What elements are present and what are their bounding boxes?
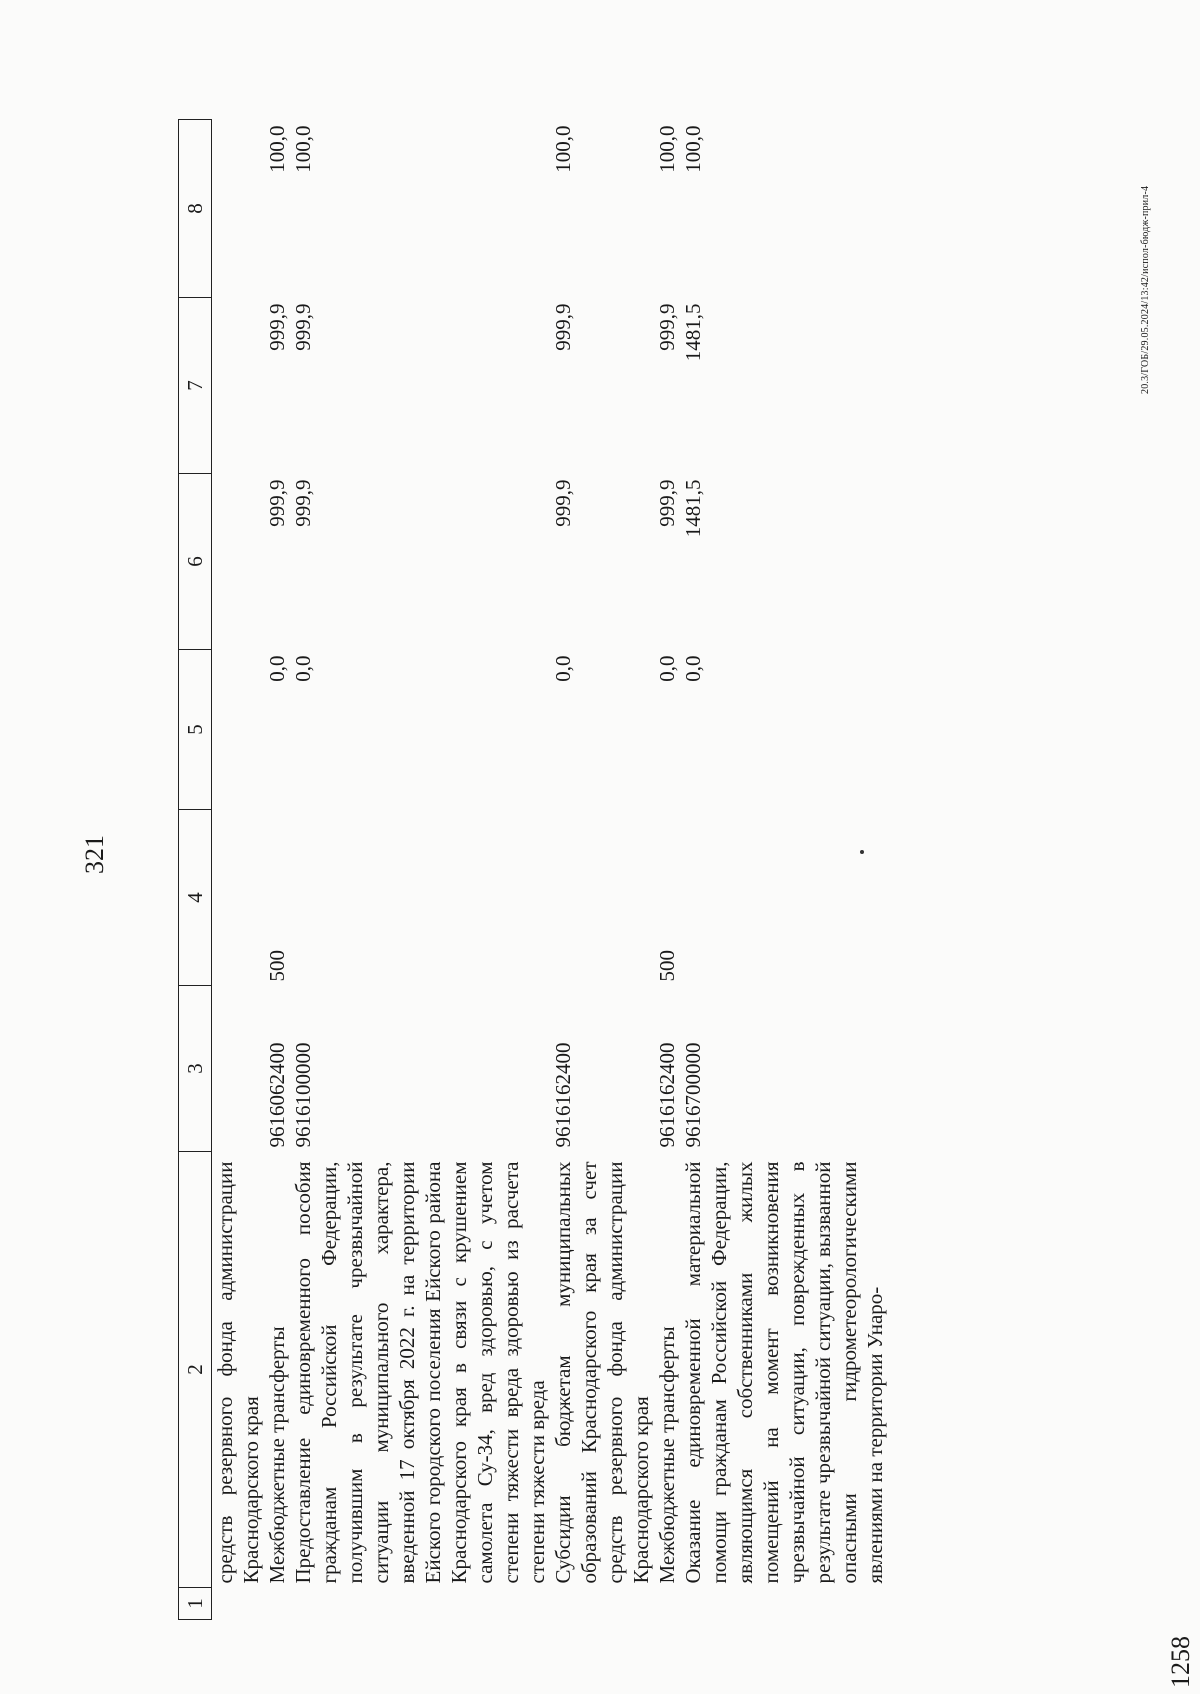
cell-description: Субсидии бюджетам муниципальных образований Краснодарского края за счет средств резервного фонда администрации Краснодарского края: [551, 1161, 653, 1584]
cell-type: [550, 810, 654, 986]
cell-description: Предоставление единовременного пособия гражданам Российской Федерации, получившим в результате чрезвычайной ситуации муниципального характера, введенной 17 октября 2022 г. на территории Ейского городского поселения Ейского района Краснодарского края в связи с крушением самолета Су-34, вред здоровью, с учетом степени тяжести вреда здоровью из расчета степени тяжести вреда: [291, 1161, 549, 1584]
cell-c5: 0,0: [551, 655, 575, 682]
page-number: 321: [80, 835, 109, 874]
column-header-3: 3: [179, 986, 212, 1152]
column-header-4: 4: [179, 810, 212, 986]
cell-type: 500: [655, 950, 679, 982]
scan-speck: [860, 850, 864, 854]
cell-type: [290, 810, 550, 986]
cell-c5: 0,0: [291, 655, 315, 682]
cell-description: Межбюджетные трансферты: [655, 1326, 679, 1584]
cell-c7: 999,9: [265, 303, 289, 351]
cell-c8: [212, 120, 265, 298]
cell-description: Межбюджетные трансферты: [265, 1326, 289, 1584]
cell-type: 500: [265, 950, 289, 982]
cell-c5: 0,0: [655, 655, 679, 682]
cell-c8: 100,0: [681, 125, 705, 173]
cell-code: 9616100000: [291, 1042, 315, 1148]
cell-c1: [550, 1588, 654, 1620]
cell-c5: [212, 650, 265, 810]
column-header-6: 6: [179, 474, 212, 650]
table-row: [264, 120, 290, 1620]
cell-c8: 100,0: [265, 125, 289, 173]
cell-c6: 999,9: [265, 479, 289, 527]
cell-description: Оказание единовременной материальной помощи гражданам Российской Федерации, являющимся собственниками жилых помещений на момент возникновения чрезвычайной ситуации, поврежденных в результате чрезвычайной ситуации, вызванной опасными гидрометеорологическими явлениями на территории Унаро-: [681, 1161, 887, 1584]
table-row: [680, 120, 888, 1620]
cell-c6: [212, 474, 265, 650]
table-row: [654, 120, 680, 1620]
table-row: [550, 120, 654, 1620]
cell-c8: 100,0: [655, 125, 679, 173]
cell-code: 9616062400: [265, 1042, 289, 1148]
cell-c7: 999,9: [291, 303, 315, 351]
cell-c8: 100,0: [291, 125, 315, 173]
budget-table: [178, 119, 888, 1620]
column-header-1: 1: [179, 1588, 212, 1620]
column-header-7: 7: [179, 298, 212, 474]
document-footer-code: 20.3/ГОБ/29.05.2024/13:42/испол-бюдж-прил-4: [1140, 185, 1151, 394]
cell-c7: 999,9: [551, 303, 575, 351]
cell-c6: 999,9: [655, 479, 679, 527]
cell-description: средств резервного фонда администрации Краснодарского края: [213, 1161, 263, 1584]
column-number-header: [179, 120, 212, 1620]
cell-type: [212, 810, 265, 986]
cell-c6: 1481,5: [681, 479, 705, 538]
column-header-8: 8: [179, 120, 212, 298]
cell-type: [680, 810, 888, 986]
cell-c5: 0,0: [681, 655, 705, 682]
cell-c6: 999,9: [291, 479, 315, 527]
cell-code: 9616700000: [681, 1042, 705, 1148]
cell-c1: [680, 1588, 888, 1620]
cell-c7: [212, 298, 265, 474]
table-row: [212, 120, 265, 1620]
table-row: [290, 120, 550, 1620]
cell-c8: 100,0: [551, 125, 575, 173]
cell-code: 9616162400: [655, 1042, 679, 1148]
cell-c1: [654, 1588, 680, 1620]
column-header-2: 2: [179, 1152, 212, 1588]
cell-c1: [290, 1588, 550, 1620]
column-header-5: 5: [179, 650, 212, 810]
sheet-number: 1258: [1166, 1636, 1195, 1688]
cell-c7: 1481,5: [681, 303, 705, 362]
cell-c6: 999,9: [551, 479, 575, 527]
cell-code: [212, 986, 265, 1152]
cell-c1: [212, 1588, 265, 1620]
cell-c1: [264, 1588, 290, 1620]
cell-c7: 999,9: [655, 303, 679, 351]
cell-c5: 0,0: [265, 655, 289, 682]
cell-code: 9616162400: [551, 1042, 575, 1148]
